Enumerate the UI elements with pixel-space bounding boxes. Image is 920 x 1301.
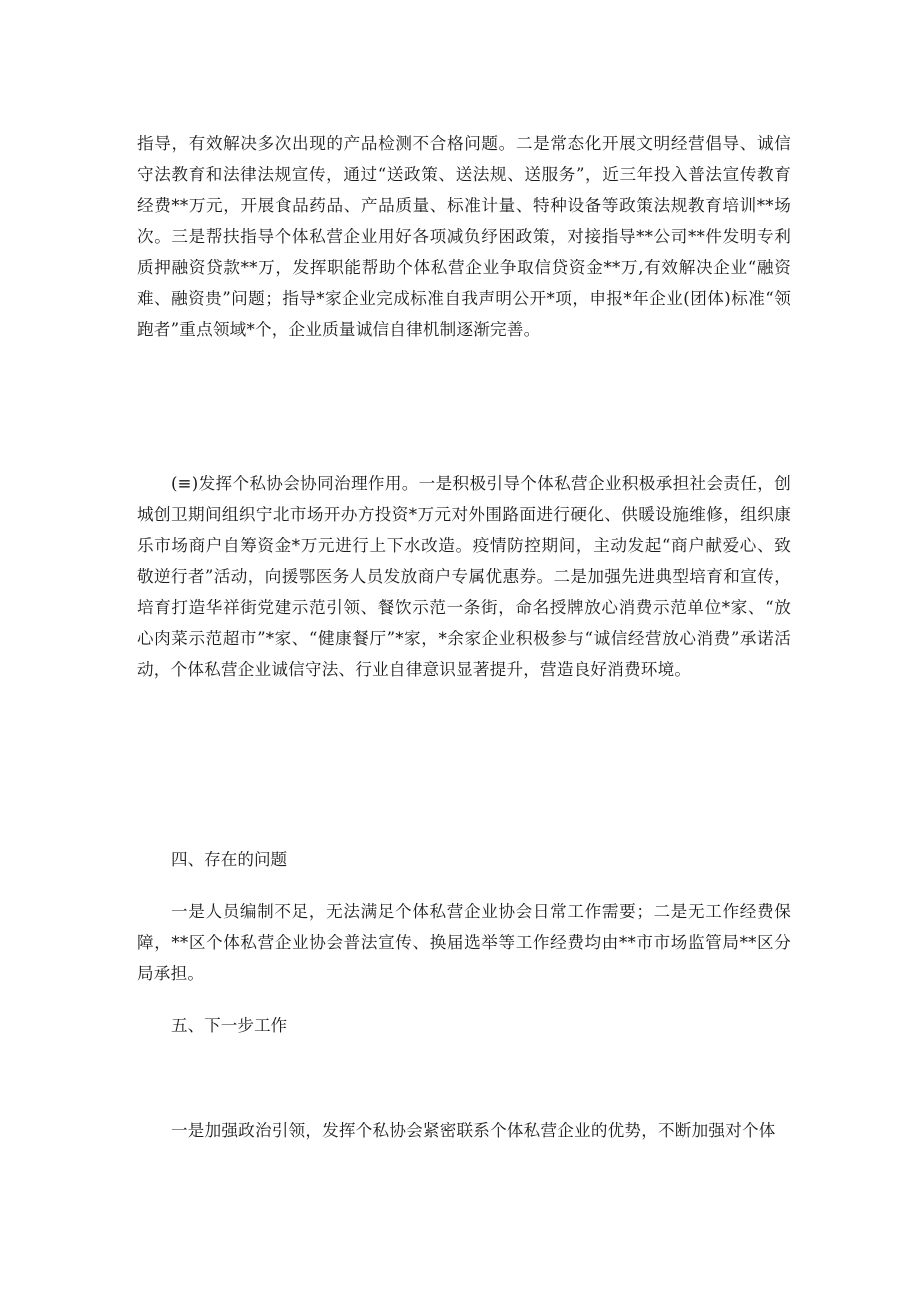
heading-section-4: 四、存在的问题 <box>171 850 288 869</box>
paragraph-continuation: 指导，有效解决多次出现的产品检测不合格问题。二是常态化开展文明经营倡导、诚信守法教育和法律法规宣传，通过“送政策、送法规、送服务”，近三年投入普法宣传教育经费**万元，开展食品药品、产品质量、标准计量、特种设备等政策法规教育培训**场次。三是帮扶指导个体私营企业用好各项减负纾困政策，对接指导**公司**件发明专利质押融资贷款**万，发挥职能帮助个体私营企业争取信贷资金**万,有效解决企业“融资难、融资贵”问题；指导*家企业完成标准自我声明公开*项，申报*年企业(团体)标准“领跑者”重点领域*个，企业质量诚信自律机制逐渐完善。 <box>137 134 791 339</box>
paragraph-section-3: (≡)发挥个私协会协同治理作用。一是积极引导个体私营企业积极承担社会责任，创城创卫期间组织宁北市场开办方投资*万元对外围路面进行硬化、供暖设施维修，组织康乐市场商户自筹资金*万元进行上下水改造。疫情防控期间，主动发起“商户献爱心、致敬逆行者”活动，向援鄂医务人员发放商户专属优惠券。二是加强先进典型培育和宣传，培育打造华祥街党建示范引领、餐饮示范一条街，命名授牌放心消费示范单位*家、“放心肉菜示范超市”*家、“健康餐厅”*家，*余家企业积极参与“诚信经营放心消费”承诺活动，个体私营企业诚信守法、行业自律意识显著提升，营造良好消费环境。 <box>137 474 791 679</box>
heading-section-5: 五、下一步工作 <box>171 1016 288 1035</box>
paragraph-problems: 一是人员编制不足，无法满足个体私营企业协会日常工作需要；二是无工作经费保障，**区个体私营企业协会普法宣传、换届选举等工作经费均由**市市场监管局**区分局承担。 <box>137 902 791 983</box>
paragraph-next-steps: 一是加强政治引领，发挥个私协会紧密联系个体私营企业的优势，不断加强对个体 <box>171 1121 776 1140</box>
